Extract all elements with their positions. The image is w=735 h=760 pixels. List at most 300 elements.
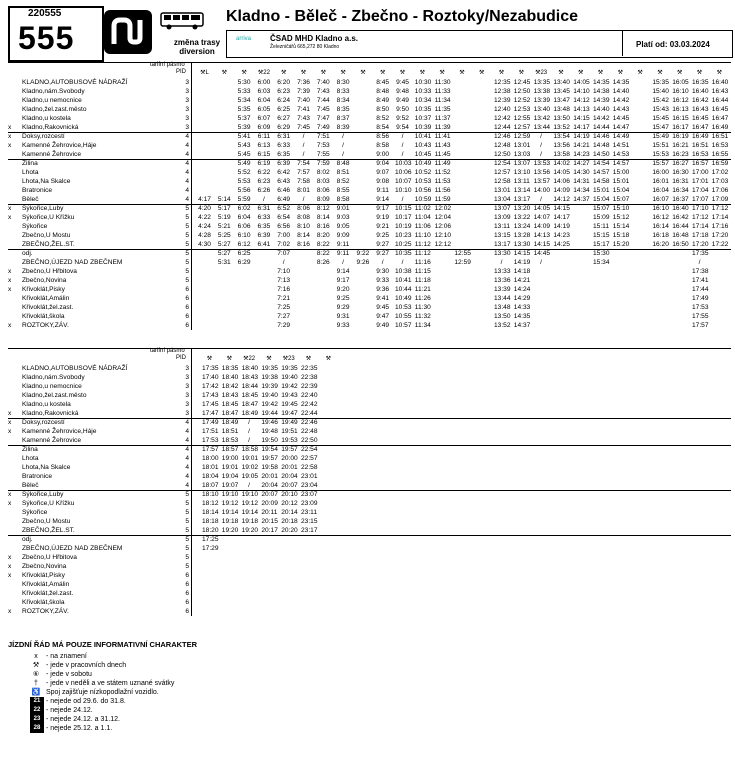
tariff-zone: 5 xyxy=(185,268,189,275)
departure-time: 14:37 xyxy=(513,322,531,329)
departure-time: / xyxy=(342,142,345,149)
departure-time: 15:18 xyxy=(612,232,630,239)
departure-time: 13:24 xyxy=(513,223,531,230)
departure-time: 11:39 xyxy=(434,124,451,131)
departure-time: 14:15 xyxy=(573,115,590,122)
departure-time: 6:35 xyxy=(257,223,271,230)
departure-time: 20:17 xyxy=(261,527,278,534)
stop-name: Křivoklát,žel.zast. xyxy=(22,590,74,597)
departure-time: 13:52 xyxy=(494,322,511,329)
departure-time: 7:07 xyxy=(277,250,291,257)
departure-time: 15:43 xyxy=(652,106,669,113)
departure-time: 10:30 xyxy=(414,79,432,86)
departure-time: 6:04 xyxy=(237,214,251,221)
departure-time: 16:21 xyxy=(672,142,689,149)
stop-name: Běleč xyxy=(22,196,39,203)
departure-time: 10:35 xyxy=(414,106,432,113)
departure-time: 13:47 xyxy=(553,97,570,104)
departure-time: 19:46 xyxy=(261,419,278,426)
departure-time: 10:34 xyxy=(414,97,432,104)
departure-time: 17:51 xyxy=(202,428,219,435)
departure-time: 14:23 xyxy=(573,151,590,158)
departure-time: 4:30 xyxy=(198,241,211,248)
departure-time: 5:27 xyxy=(217,250,231,257)
departure-time: 5:27 xyxy=(217,241,231,248)
departure-time: 5:35 xyxy=(237,106,251,113)
legend-text: - jede v sobotu xyxy=(46,671,92,678)
departure-time: 13:50 xyxy=(494,313,511,320)
departure-time: 16:05 xyxy=(672,79,689,86)
departure-time: 6:39 xyxy=(257,232,271,239)
departure-time: 11:43 xyxy=(434,142,451,149)
departure-time: 23:11 xyxy=(301,509,318,516)
departure-time: 11:04 xyxy=(414,214,431,221)
departure-time: 16:51 xyxy=(711,133,729,140)
departure-time: 11:33 xyxy=(434,88,451,95)
departure-time: 7:45 xyxy=(316,106,330,113)
departure-time: 10:35 xyxy=(395,250,412,257)
departure-time: 22:48 xyxy=(301,428,318,435)
timetable-row xyxy=(8,427,731,436)
departure-time: 6:07 xyxy=(257,115,271,122)
column-head: ⚒23 xyxy=(535,70,548,76)
departure-time: 16:10 xyxy=(672,88,689,95)
departure-time: 9:25 xyxy=(376,232,390,239)
departure-time: 20:11 xyxy=(261,509,278,516)
departure-time: 11:53 xyxy=(434,178,451,185)
timetable-row xyxy=(8,204,731,213)
legend-symbol: 28 xyxy=(30,724,44,733)
stop-name: Doksy,rozcestí xyxy=(22,419,65,426)
legend-text: - nejede 24.12. xyxy=(46,707,93,714)
timetable-row xyxy=(8,132,731,141)
departure-time: 16:42 xyxy=(692,97,709,104)
departure-time: 7:29 xyxy=(277,322,291,329)
departure-time: 14:19 xyxy=(513,259,531,266)
departure-time: 18:40 xyxy=(241,365,259,372)
departure-time: 19:45 xyxy=(281,401,298,408)
legend-symbol: ⚒ xyxy=(32,662,40,669)
departure-time: 16:49 xyxy=(711,124,729,131)
departure-time: 18:43 xyxy=(241,374,259,381)
timetable-row xyxy=(8,490,731,499)
departure-time: 9:41 xyxy=(376,295,390,302)
departure-time: 16:45 xyxy=(711,106,729,113)
departure-time: 14:05 xyxy=(553,169,570,176)
legend-symbol: 22 xyxy=(30,706,44,715)
departure-time: 12:57 xyxy=(494,169,511,176)
on-request-mark: x xyxy=(8,277,12,284)
operator-name: ČSAD MHD Kladno a.s. xyxy=(270,34,359,43)
tariff-zone: 6 xyxy=(185,286,189,293)
diversion-label: změna trasy diversion xyxy=(173,38,221,56)
timetable-row xyxy=(8,312,731,321)
departure-time: / xyxy=(342,133,345,140)
tariff-zone: 5 xyxy=(185,491,189,498)
departure-time: 11:10 xyxy=(414,232,431,239)
departure-time: 23:04 xyxy=(301,482,318,489)
departure-time: 14:21 xyxy=(573,142,590,149)
departure-time: 18:45 xyxy=(221,401,239,408)
departure-time: 10:37 xyxy=(414,115,432,122)
departure-time: 19:39 xyxy=(261,383,278,390)
departure-time: 9:33 xyxy=(376,277,390,284)
departure-time: 6:03 xyxy=(257,88,271,95)
timetable-row xyxy=(8,78,731,87)
legend-text: - nejede od 29.6. do 31.8. xyxy=(46,698,126,705)
departure-time: 9:04 xyxy=(376,160,390,167)
departure-time: 14:40 xyxy=(612,88,630,95)
column-head: ⚒ xyxy=(325,356,331,362)
tariff-zone: 4 xyxy=(185,169,189,176)
departure-time: 6:35 xyxy=(277,151,291,158)
departure-time: 16:59 xyxy=(711,160,729,167)
departure-time: 13:30 xyxy=(494,250,511,257)
departure-time: 6:00 xyxy=(257,79,271,86)
departure-time: 12:02 xyxy=(434,205,452,212)
stop-name: Křivoklát,Pisky xyxy=(22,572,65,579)
pid-label: PID xyxy=(176,355,187,361)
legend-text: - nejede 25.12. a 1.1. xyxy=(46,725,113,732)
departure-time: 18:43 xyxy=(221,392,239,399)
departure-time: 8:01 xyxy=(297,187,310,194)
departure-time: 16:12 xyxy=(652,214,669,221)
departure-time: 5:19 xyxy=(217,214,231,221)
departure-time: 18:01 xyxy=(202,464,219,471)
departure-time: 14:58 xyxy=(593,178,610,185)
on-request-mark: x xyxy=(8,124,12,131)
departure-time: 12:12 xyxy=(434,241,452,248)
legend-text: - jede v pracovních dnech xyxy=(46,662,127,669)
departure-time: 16:40 xyxy=(692,88,709,95)
departure-time: 22:39 xyxy=(301,383,318,390)
column-head: ⚒ xyxy=(657,70,663,76)
column-head: ⚒ xyxy=(241,70,247,76)
departure-time: 8:20 xyxy=(316,232,330,239)
departure-time: 4:20 xyxy=(198,205,211,212)
departure-time: 16:53 xyxy=(692,151,709,158)
departure-time: 17:22 xyxy=(711,241,729,248)
tariff-zone: 4 xyxy=(185,151,189,158)
departure-time: 19:40 xyxy=(261,392,278,399)
departure-time: 6:19 xyxy=(257,160,271,167)
departure-time: 17:00 xyxy=(692,169,709,176)
departure-time: 9:29 xyxy=(336,304,350,311)
departure-time: 16:19 xyxy=(672,133,689,140)
departure-time: 14:54 xyxy=(593,160,610,167)
departure-time: 10:19 xyxy=(395,223,412,230)
departure-time: 19:35 xyxy=(281,365,298,372)
timetable-row xyxy=(8,499,731,508)
timetable-row xyxy=(8,418,731,427)
column-head: ⚒ xyxy=(221,70,227,76)
legend-symbol: x xyxy=(34,653,38,660)
departure-time: 10:41 xyxy=(395,277,412,284)
departure-time: 9:25 xyxy=(336,295,350,302)
departure-time: 6:31 xyxy=(277,133,291,140)
tariff-zone: 3 xyxy=(185,106,189,113)
tariff-zone: 5 xyxy=(185,563,189,570)
departure-time: 16:15 xyxy=(672,115,689,122)
departure-time: 13:20 xyxy=(513,205,531,212)
timetable-row xyxy=(8,373,731,382)
departure-time: 14:27 xyxy=(573,160,590,167)
departure-time: / xyxy=(282,259,285,266)
departure-time: 14:25 xyxy=(553,241,570,248)
departure-time: 8:50 xyxy=(376,106,390,113)
departure-time: 13:39 xyxy=(533,97,551,104)
tariff-zone: 5 xyxy=(185,214,189,221)
departure-time: 13:42 xyxy=(533,115,551,122)
departure-time: 12:54 xyxy=(494,160,511,167)
departure-time: 20:15 xyxy=(261,518,278,525)
departure-time: 15:40 xyxy=(652,88,669,95)
timetable-row xyxy=(8,159,731,168)
departure-time: 12:57 xyxy=(513,124,531,131)
departure-time: 16:43 xyxy=(692,106,709,113)
departure-time: 18:45 xyxy=(241,392,259,399)
arriva-logo: arriva xyxy=(236,36,252,42)
departure-time: 17:38 xyxy=(692,268,709,275)
timetable-row xyxy=(8,454,731,463)
departure-time: 8:58 xyxy=(376,142,390,149)
departure-time: 8:49 xyxy=(376,97,390,104)
departure-time: 9:45 xyxy=(396,79,409,86)
departure-time: 13:36 xyxy=(494,277,511,284)
departure-time: 13:39 xyxy=(494,286,511,293)
stop-name: Sýkořice xyxy=(22,223,48,230)
departure-time: 8:55 xyxy=(336,187,350,194)
departure-time: 5:43 xyxy=(237,142,251,149)
departure-time: 7:43 xyxy=(316,88,330,95)
departure-time: 11:12 xyxy=(414,241,431,248)
departure-time: 17:20 xyxy=(711,232,729,239)
departure-time: 6:33 xyxy=(257,214,271,221)
departure-time: 10:07 xyxy=(395,178,412,185)
departure-time: 16:07 xyxy=(652,196,669,203)
departure-time: 19:53 xyxy=(281,437,298,444)
column-head: ⚒L xyxy=(200,70,209,76)
departure-time: 18:49 xyxy=(241,410,259,417)
departure-time: 9:07 xyxy=(376,169,390,176)
departure-time: 8:22 xyxy=(316,250,330,257)
departure-time: 12:50 xyxy=(513,88,531,95)
departure-time: 14:07 xyxy=(533,214,551,221)
departure-time: 16:42 xyxy=(672,214,689,221)
departure-time: 9:45 xyxy=(376,304,390,311)
on-request-mark: x xyxy=(8,286,12,293)
tariff-zone: 5 xyxy=(185,554,189,561)
departure-time: 12:35 xyxy=(494,79,511,86)
departure-time: 9:20 xyxy=(336,286,350,293)
departure-time: 5:53 xyxy=(237,178,251,185)
departure-time: 16:57 xyxy=(692,160,709,167)
departure-time: 18:14 xyxy=(202,509,219,516)
departure-time: 14:00 xyxy=(533,187,551,194)
departure-time: 19:35 xyxy=(261,365,278,372)
departure-time: 9:14 xyxy=(336,268,350,275)
stop-name: Lhota xyxy=(22,455,39,462)
departure-time: 10:39 xyxy=(414,124,432,131)
departure-time: 5:33 xyxy=(237,88,251,95)
departure-time: 14:46 xyxy=(593,133,610,140)
departure-time: 10:57 xyxy=(395,322,412,329)
departure-time: 19:01 xyxy=(241,455,259,462)
departure-time: 17:14 xyxy=(692,223,709,230)
timetable-row xyxy=(8,168,731,177)
departure-time: 15:30 xyxy=(593,250,610,257)
departure-time: 8:12 xyxy=(316,205,330,212)
departure-time: 7:13 xyxy=(277,277,291,284)
departure-time: 17:18 xyxy=(692,232,709,239)
departure-time: 15:14 xyxy=(612,223,630,230)
departure-time: 17:55 xyxy=(692,313,709,320)
legend-symbol: 21 xyxy=(30,697,44,706)
departure-time: 14:19 xyxy=(553,223,570,230)
departure-time: 17:43 xyxy=(202,392,219,399)
departure-time: 19:10 xyxy=(241,491,259,498)
tariff-zone: 3 xyxy=(185,79,189,86)
departure-time: 7:57 xyxy=(297,169,310,176)
departure-time: 10:38 xyxy=(395,268,412,275)
departure-time: / xyxy=(248,419,251,426)
departure-time: 14:13 xyxy=(533,232,551,239)
departure-time: 7:41 xyxy=(297,106,310,113)
timetable-row xyxy=(8,580,731,589)
departure-time: 6:25 xyxy=(237,250,251,257)
legend-text: Spoj zajišťuje nízkopodlažní vozidlo. xyxy=(46,689,159,696)
column-head: ⚒ xyxy=(320,70,326,76)
on-request-mark: x xyxy=(8,491,12,498)
departure-time: 15:35 xyxy=(652,79,669,86)
departure-time: 13:10 xyxy=(513,169,531,176)
stop-name: Zbečno,U Mostu xyxy=(22,518,71,525)
departure-time: / xyxy=(401,196,404,203)
departure-time: 12:55 xyxy=(454,250,471,257)
departure-time: 16:45 xyxy=(692,115,709,122)
timetable-row xyxy=(8,598,731,607)
departure-time: 14:17 xyxy=(573,124,590,131)
departure-time: 6:09 xyxy=(257,124,271,131)
column-head: ⚒22 xyxy=(243,356,256,362)
departure-time: 5:41 xyxy=(237,133,251,140)
legend xyxy=(8,640,197,733)
column-head: ⚒ xyxy=(518,70,524,76)
departure-time: 15:47 xyxy=(652,124,669,131)
departure-time: 20:10 xyxy=(281,491,298,498)
departure-time: 13:03 xyxy=(513,151,531,158)
departure-time: 12:46 xyxy=(494,133,511,140)
departure-time: / xyxy=(302,133,305,140)
departure-time: 14:19 xyxy=(573,133,590,140)
departure-time: 11:34 xyxy=(414,322,431,329)
tariff-zone: 4 xyxy=(185,482,189,489)
departure-time: / xyxy=(401,259,404,266)
stop-name: Kamenné Žehrovice,Háje xyxy=(22,142,97,149)
tariff-zone: 4 xyxy=(185,464,189,471)
departure-time: 14:48 xyxy=(593,142,610,149)
column-head: ⚒ xyxy=(300,70,307,76)
column-head: ⚒ xyxy=(716,70,722,76)
column-head: ⚒ xyxy=(305,356,312,362)
departure-time: 14:35 xyxy=(612,79,630,86)
stop-name: Žilina xyxy=(22,446,38,453)
departure-time: 14:21 xyxy=(513,277,531,284)
departure-time: 17:10 xyxy=(692,205,709,212)
tariff-zone: 4 xyxy=(185,455,189,462)
departure-time: 15:15 xyxy=(593,232,610,239)
departure-time: 14:24 xyxy=(513,286,531,293)
departure-time: 16:48 xyxy=(672,232,689,239)
departure-time: 9:48 xyxy=(396,88,409,95)
departure-time: 19:48 xyxy=(261,428,278,435)
departure-time: 17:16 xyxy=(711,223,729,230)
departure-time: / xyxy=(248,482,251,489)
departure-time: 20:07 xyxy=(281,482,298,489)
departure-time: 14:57 xyxy=(593,169,610,176)
column-head: ⚒ xyxy=(280,70,287,76)
departure-time: 6:23 xyxy=(257,178,271,185)
departure-time: 13:28 xyxy=(513,232,531,239)
departure-time: 8:54 xyxy=(376,124,390,131)
line-id: 220555 xyxy=(28,8,62,19)
departure-time: 7:55 xyxy=(316,151,330,158)
departure-time: 5:56 xyxy=(237,187,251,194)
timetable-row xyxy=(8,186,731,195)
stop-name: Zbečno,U Mostu xyxy=(22,232,71,239)
departure-time: 11:02 xyxy=(414,205,431,212)
departure-time: 6:39 xyxy=(277,160,291,167)
departure-time: 10:41 xyxy=(414,133,432,140)
departure-time: 19:01 xyxy=(221,464,239,471)
stop-name: Křivoklát,škola xyxy=(22,599,65,606)
departure-time: 9:50 xyxy=(396,106,409,113)
timetable-row xyxy=(8,276,731,285)
departure-time: 20:01 xyxy=(261,473,278,480)
departure-time: 8:08 xyxy=(297,214,310,221)
departure-time: 9:01 xyxy=(336,205,350,212)
departure-time: 5:49 xyxy=(237,160,251,167)
departure-time: 9:47 xyxy=(376,313,390,320)
departure-time: 13:38 xyxy=(533,88,551,95)
stop-name: Křivoklát,Amálin xyxy=(22,295,70,302)
departure-time: 13:53 xyxy=(533,160,551,167)
departure-time: 9:17 xyxy=(336,277,350,284)
departure-time: 13:01 xyxy=(494,187,511,194)
departure-time: 10:06 xyxy=(395,169,412,176)
departure-time: 9:49 xyxy=(396,97,409,104)
departure-time: 16:50 xyxy=(672,241,689,248)
departure-time: 10:53 xyxy=(414,178,432,185)
departure-time: 15:12 xyxy=(612,214,630,221)
tariff-zone: 5 xyxy=(185,527,189,534)
tariff-zone: 4 xyxy=(185,178,189,185)
departure-time: 10:53 xyxy=(395,304,412,311)
route-title: Kladno - Běleč - Zbečno - Roztoky/Nezabudice xyxy=(226,8,579,25)
timetable-row xyxy=(8,114,731,123)
tariff-zone: 6 xyxy=(185,590,189,597)
departure-time: 14:02 xyxy=(553,160,570,167)
departure-time: 5:17 xyxy=(217,205,231,212)
departure-time: 13:17 xyxy=(494,241,511,248)
departure-time: 13:44 xyxy=(533,124,551,131)
departure-time: 8:16 xyxy=(316,223,330,230)
departure-time: 17:49 xyxy=(202,419,219,426)
departure-time: 13:40 xyxy=(533,106,551,113)
departure-time: 14:15 xyxy=(533,241,551,248)
departure-time: 4:22 xyxy=(198,214,211,221)
departure-time: 7:10 xyxy=(277,268,291,275)
